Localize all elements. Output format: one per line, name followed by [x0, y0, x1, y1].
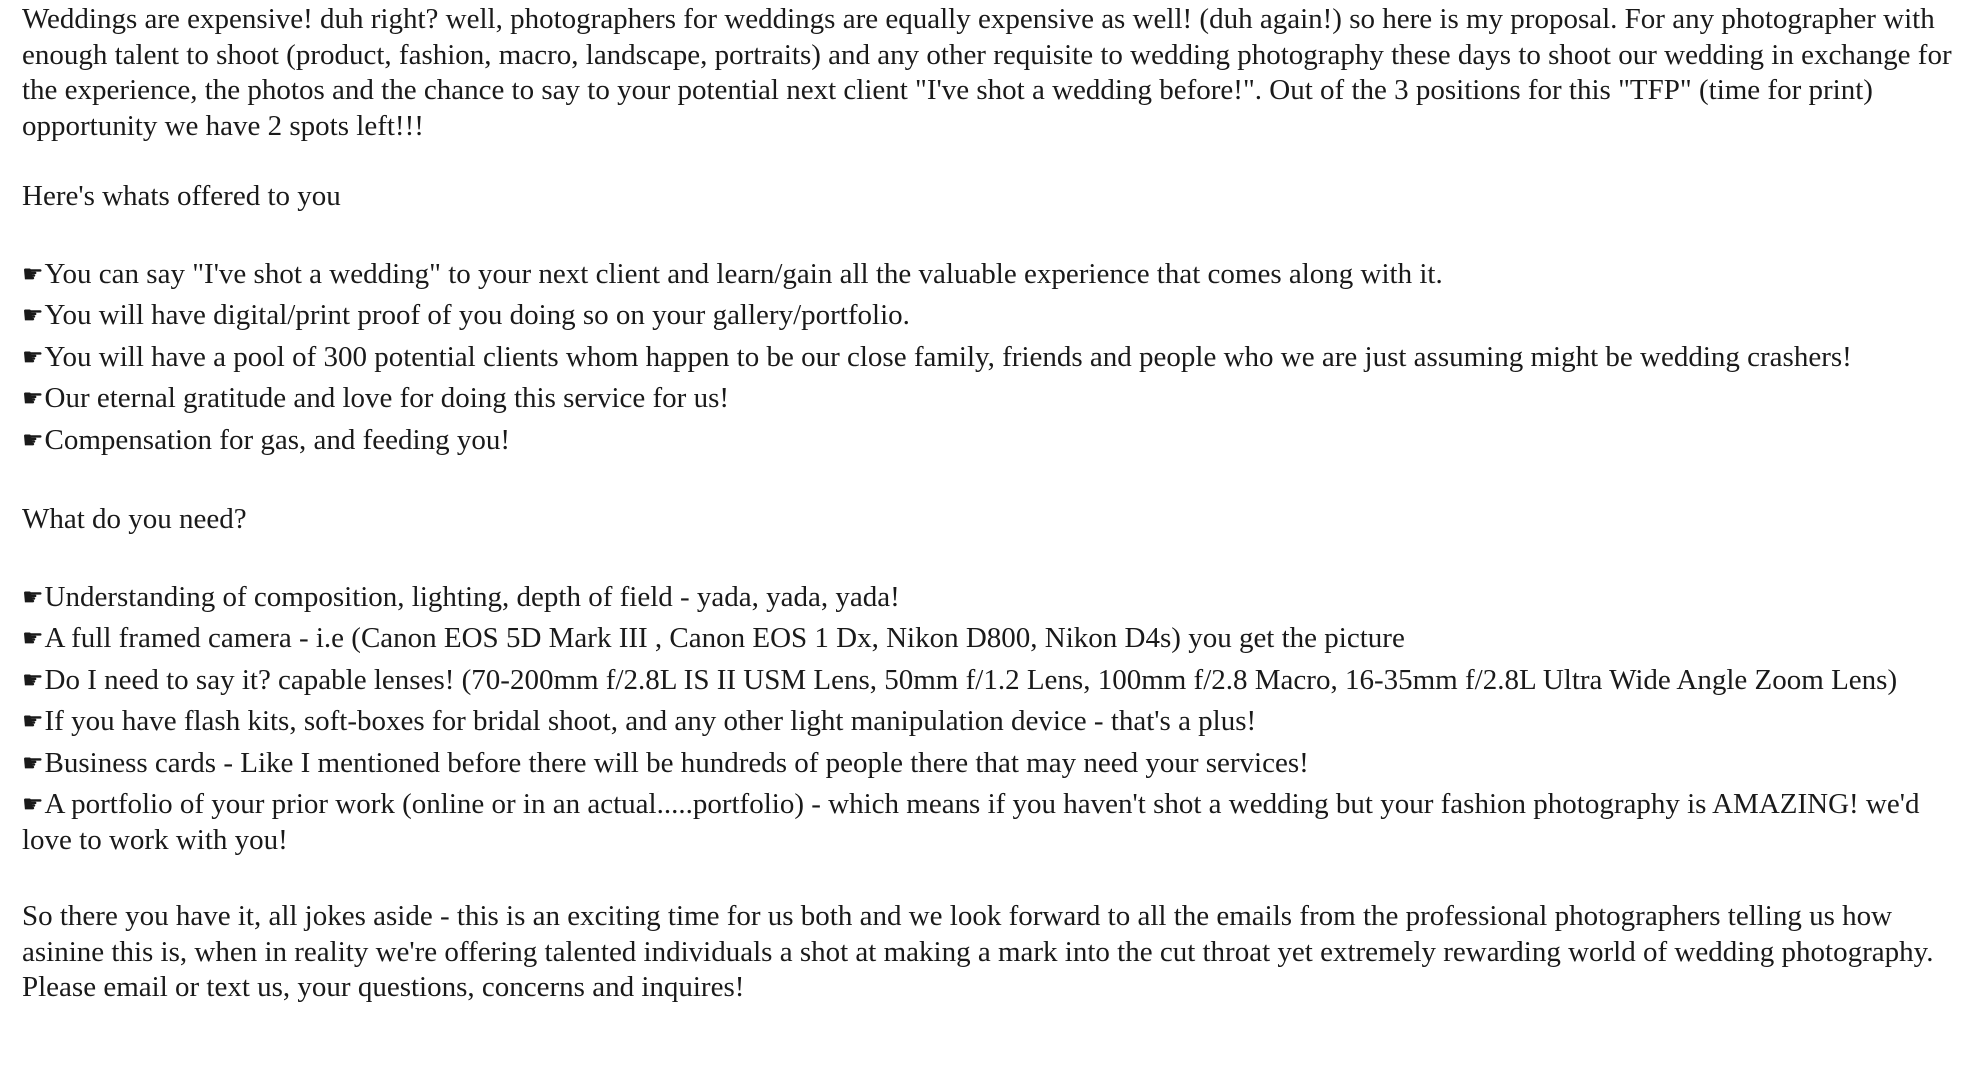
list-item [22, 580, 1962, 616]
pointing-hand-icon: ☛ [22, 665, 44, 694]
pointing-hand-icon: ☛ [22, 342, 44, 371]
list-item-text: A portfolio of your prior work (online or in an actual.....portfolio) - which means if you haven't shot a wedding but your fashion photography is AMAZING! we'd love to work with you! [22, 788, 1920, 856]
needs-heading: What do you need? [22, 503, 247, 535]
list-item-text: Do I need to say it? capable lenses! (70-200mm f/2.8L IS II USM Lens, 50mm f/1.2 Lens, 100mm f/2.8 Macro, 16-35mm f/2.8L Ultra Wide Angle Zoom Lens) [44, 663, 1898, 696]
pointing-hand-icon: ☛ [22, 425, 44, 454]
list-item-text: Compensation for gas, and feeding you! [44, 423, 511, 456]
list-item [22, 298, 1962, 334]
list-item-text: Our eternal gratitude and love for doing this service for us! [44, 382, 730, 414]
pointing-hand-icon: ☛ [22, 748, 44, 777]
list-item-text: A full framed camera - i.e (Canon EOS 5D Mark III , Canon EOS 1 Dx, Nikon D800, Nikon D4s) you get the picture [44, 622, 1405, 654]
pointing-hand-icon: ☛ [22, 624, 44, 652]
list-item [22, 381, 1962, 417]
list-item-text: If you have flash kits, soft-boxes for bridal shoot, and any other light manipulation device - that's a plus! [44, 705, 1257, 737]
list-item-text: You can say "I've shot a wedding" to your next client and learn/gain all the valuable experience that comes along with it. [44, 257, 1443, 290]
pointing-hand-icon: ☛ [22, 384, 44, 412]
list-item [22, 423, 1962, 459]
intro-paragraph: Weddings are expensive! duh right? well, photographers for weddings are equally expensive as well! (duh again!) so here is my proposal. For any photographer with enough talent to shoot (product, fashion, macro, landscape, portraits) and any other requisite to wedding photography these days to shoot our wedding in exchange for the experience, the photos and the chance to say to your potential next client "I've shot a wedding before!". Out of the 3 positions for this "TFP" (time for print) opportunity we have 2 spots left!!! [22, 3, 1952, 142]
pointing-hand-icon: ☛ [22, 707, 44, 735]
document-body [22, 2, 1962, 1006]
list-item [22, 340, 1962, 376]
needs-list [22, 580, 1962, 859]
offered-list [22, 257, 1962, 459]
pointing-hand-icon: ☛ [22, 582, 44, 611]
list-item-text: You will have a pool of 300 potential clients whom happen to be our close family, friends and people who we are just assuming might be wedding crashers! [44, 340, 1852, 373]
list-item-text: You will have digital/print proof of you doing so on your gallery/portfolio. [44, 299, 910, 331]
list-item [22, 257, 1962, 293]
pointing-hand-icon: ☛ [22, 790, 44, 818]
list-item-text: Understanding of composition, lighting, depth of field - yada, yada, yada! [44, 580, 900, 613]
offered-heading: Here's whats offered to you [22, 180, 341, 212]
pointing-hand-icon: ☛ [22, 259, 44, 288]
list-item [22, 663, 1962, 699]
closing-paragraph: So there you have it, all jokes aside - this is an exciting time for us both and we look forward to all the emails from the professional photographers telling us how asinine this is, when in reality we're offering talented individuals a shot at making a mark into the cut throat yet extremely rewarding world of wedding photography. Please email or text us, your questions, concerns and inquires! [22, 900, 1934, 1003]
list-item [22, 746, 1962, 782]
pointing-hand-icon: ☛ [22, 301, 44, 329]
list-item-text: Business cards - Like I mentioned before there will be hundreds of people there that may need your services! [44, 746, 1309, 779]
list-item [22, 704, 1962, 740]
list-item [22, 621, 1962, 657]
list-item [22, 787, 1962, 858]
